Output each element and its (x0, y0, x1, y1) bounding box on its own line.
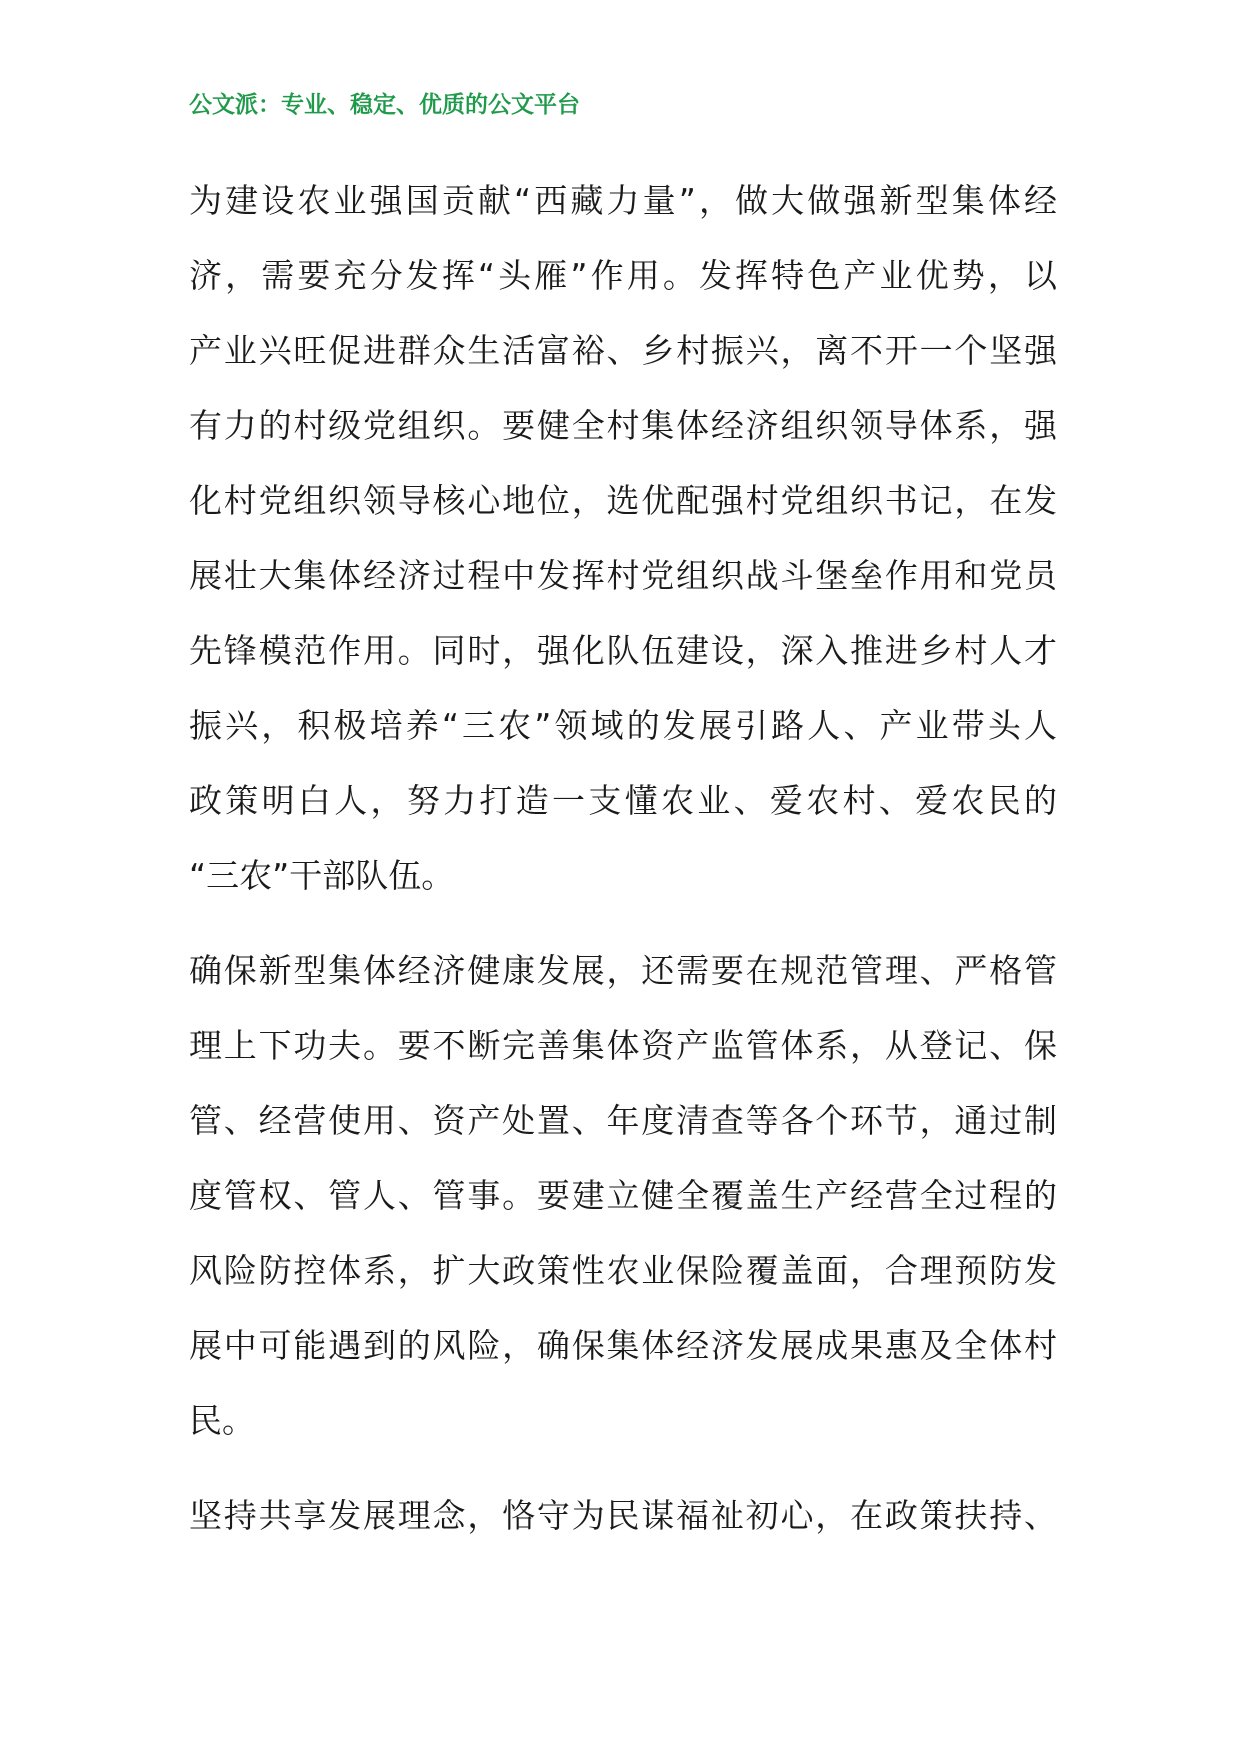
paragraph-line: 展壮大集体经济过程中发挥村党组织战斗堡垒作用和党员 (189, 556, 1057, 595)
paragraph-line: 展中可能遇到的风险，确保集体经济发展成果惠及全体村 (189, 1326, 1057, 1365)
paragraph-line: 坚持共享发展理念，恪守为民谋福祉初心，在政策扶持、 (189, 1496, 1057, 1535)
paragraph-line: 先锋模范作用。同时，强化队伍建设，深入推进乡村人才 (189, 631, 1057, 670)
document-body (189, 163, 1057, 1573)
paragraph-line: 理上下功夫。要不断完善集体资产监管体系，从登记、保 (189, 1026, 1057, 1065)
paragraph-line: 为建设农业强国贡献“西藏力量”，做大做强新型集体经 (189, 181, 1057, 220)
paragraph-line: 风险防控体系，扩大政策性农业保险覆盖面，合理预防发 (189, 1251, 1057, 1290)
paragraph-1 (189, 163, 1057, 913)
header-watermark-text: 公文派：专业、稳定、优质的公文平台 (189, 92, 580, 118)
paragraph-line: 确保新型集体经济健康发展，还需要在规范管理、严格管 (189, 951, 1057, 990)
paragraph-line: 化村党组织领导核心地位，选优配强村党组织书记，在发 (189, 481, 1057, 520)
paragraph-line: 济，需要充分发挥“头雁”作用。发挥特色产业优势，以 (189, 256, 1057, 295)
paragraph-line: 民。 (189, 1401, 255, 1440)
paragraph-2 (189, 933, 1057, 1458)
paragraph-line: 政策明白人，努力打造一支懂农业、爱农村、爱农民的 (189, 781, 1057, 820)
paragraph-line: 度管权、管人、管事。要建立健全覆盖生产经营全过程的 (189, 1176, 1057, 1215)
paragraph-line: 振兴，积极培养“三农”领域的发展引路人、产业带头人 (189, 706, 1057, 745)
paragraph-line: 产业兴旺促进群众生活富裕、乡村振兴，离不开一个坚强 (189, 331, 1057, 370)
paragraph-line: “三农”干部队伍。 (189, 856, 455, 895)
paragraph-3 (189, 1478, 1057, 1553)
paragraph-line: 管、经营使用、资产处置、年度清查等各个环节，通过制 (189, 1101, 1057, 1140)
paragraph-line: 有力的村级党组织。要健全村集体经济组织领导体系，强 (189, 406, 1057, 445)
